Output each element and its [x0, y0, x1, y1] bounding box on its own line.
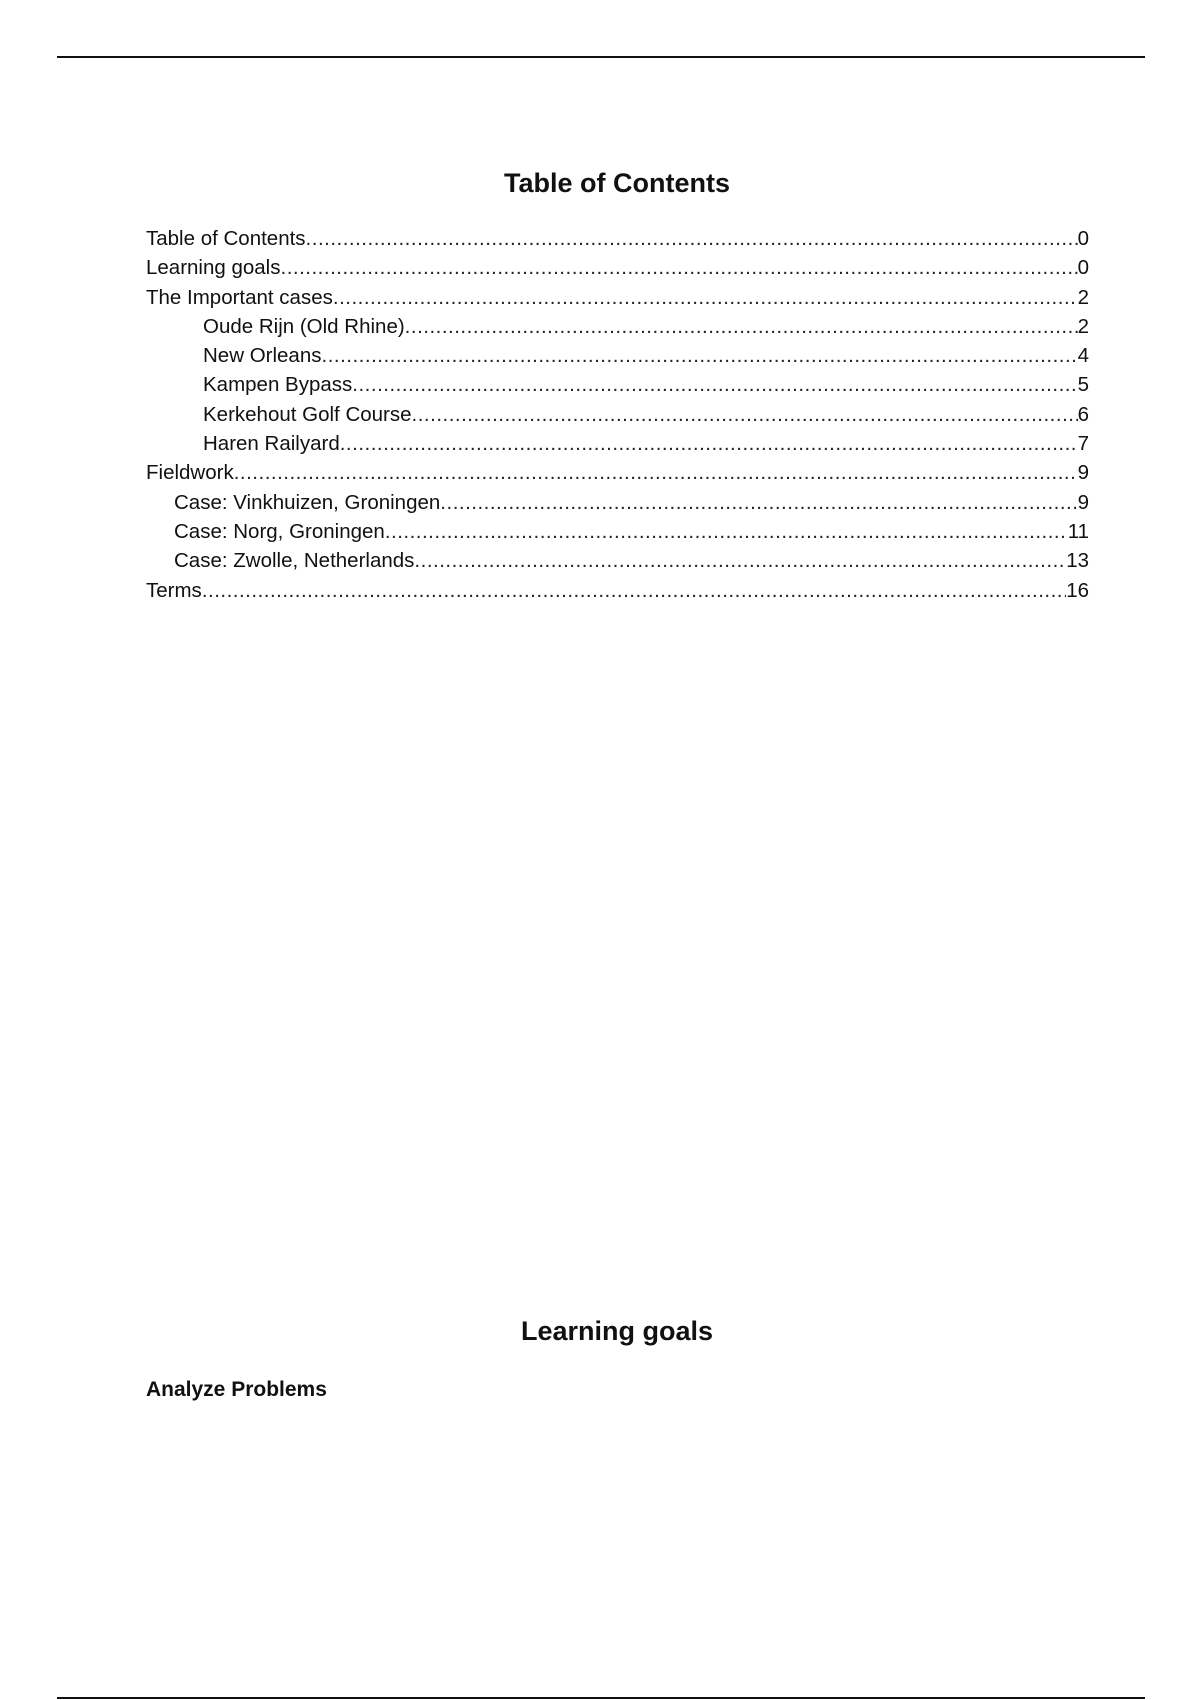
toc-entry-label: Learning goals [146, 256, 281, 280]
toc-entry-page: 7 [1077, 432, 1089, 456]
toc-dot-leader [440, 488, 1077, 517]
toc-entry[interactable] [146, 458, 1089, 487]
toc-entry[interactable] [146, 283, 1089, 312]
toc-entry-label: New Orleans [203, 344, 322, 368]
toc-entry-page: 16 [1066, 578, 1089, 602]
toc-dot-leader [385, 517, 1068, 546]
toc-entry[interactable] [146, 224, 1089, 253]
toc-entry-page: 11 [1067, 519, 1089, 543]
toc-entry-page: 6 [1077, 402, 1089, 426]
toc-dot-leader [322, 341, 1078, 370]
toc-dot-leader [405, 312, 1078, 341]
toc-entry-label: Haren Railyard [203, 432, 340, 456]
toc-entry-label: Table of Contents [146, 227, 306, 250]
toc-dot-leader [340, 429, 1078, 458]
toc-title: Table of Contents [504, 168, 730, 198]
toc-entry-label: Case: Norg, Groningen [174, 519, 385, 543]
header-rule [57, 56, 1145, 58]
learning-goals-heading: Learning goals [520, 1316, 714, 1346]
toc-entry-page: 5 [1077, 373, 1089, 397]
toc-entry-label: Kerkehout Golf Course [203, 402, 412, 426]
footer-rule [57, 1697, 1145, 1699]
table-of-contents [146, 224, 1089, 605]
toc-entry-label: Oude Rijn (Old Rhine) [203, 314, 405, 338]
toc-entry[interactable] [146, 517, 1089, 546]
toc-entry[interactable] [146, 341, 1089, 370]
toc-dot-leader [281, 253, 1078, 282]
toc-entry[interactable] [146, 576, 1089, 605]
toc-entry-page: 0 [1077, 256, 1089, 280]
toc-entry[interactable] [146, 546, 1089, 575]
toc-dot-leader [234, 458, 1078, 487]
toc-entry-page: 13 [1066, 549, 1089, 573]
toc-entry-page: 2 [1077, 285, 1089, 309]
analyze-problems-subheading: Analyze Problems [146, 1378, 327, 1401]
toc-entry[interactable] [146, 429, 1089, 458]
toc-dot-leader [333, 283, 1078, 312]
toc-dot-leader [414, 546, 1066, 575]
toc-entry-label: The Important cases [146, 285, 333, 309]
toc-dot-leader [352, 370, 1077, 399]
toc-entry-page: 4 [1077, 344, 1089, 368]
toc-dot-leader [306, 224, 1078, 253]
toc-entry-page: 9 [1077, 490, 1089, 514]
toc-entry-label: Fieldwork [146, 461, 234, 485]
toc-entry-label: Case: Zwolle, Netherlands [174, 549, 415, 573]
toc-entry[interactable] [146, 253, 1089, 282]
toc-entry[interactable] [146, 488, 1089, 517]
toc-entry-label: Case: Vinkhuizen, Groningen [174, 490, 441, 514]
toc-dot-leader [202, 576, 1066, 605]
toc-dot-leader [412, 400, 1078, 429]
toc-entry[interactable] [146, 400, 1089, 429]
toc-entry-label: Terms [146, 578, 202, 602]
toc-entry[interactable] [146, 312, 1089, 341]
toc-entry-page: 2 [1077, 314, 1089, 338]
toc-entry-page: 9 [1077, 461, 1089, 485]
toc-entry[interactable] [146, 370, 1089, 399]
toc-entry-page: 0 [1077, 227, 1089, 250]
toc-entry-label: Kampen Bypass [203, 373, 353, 397]
